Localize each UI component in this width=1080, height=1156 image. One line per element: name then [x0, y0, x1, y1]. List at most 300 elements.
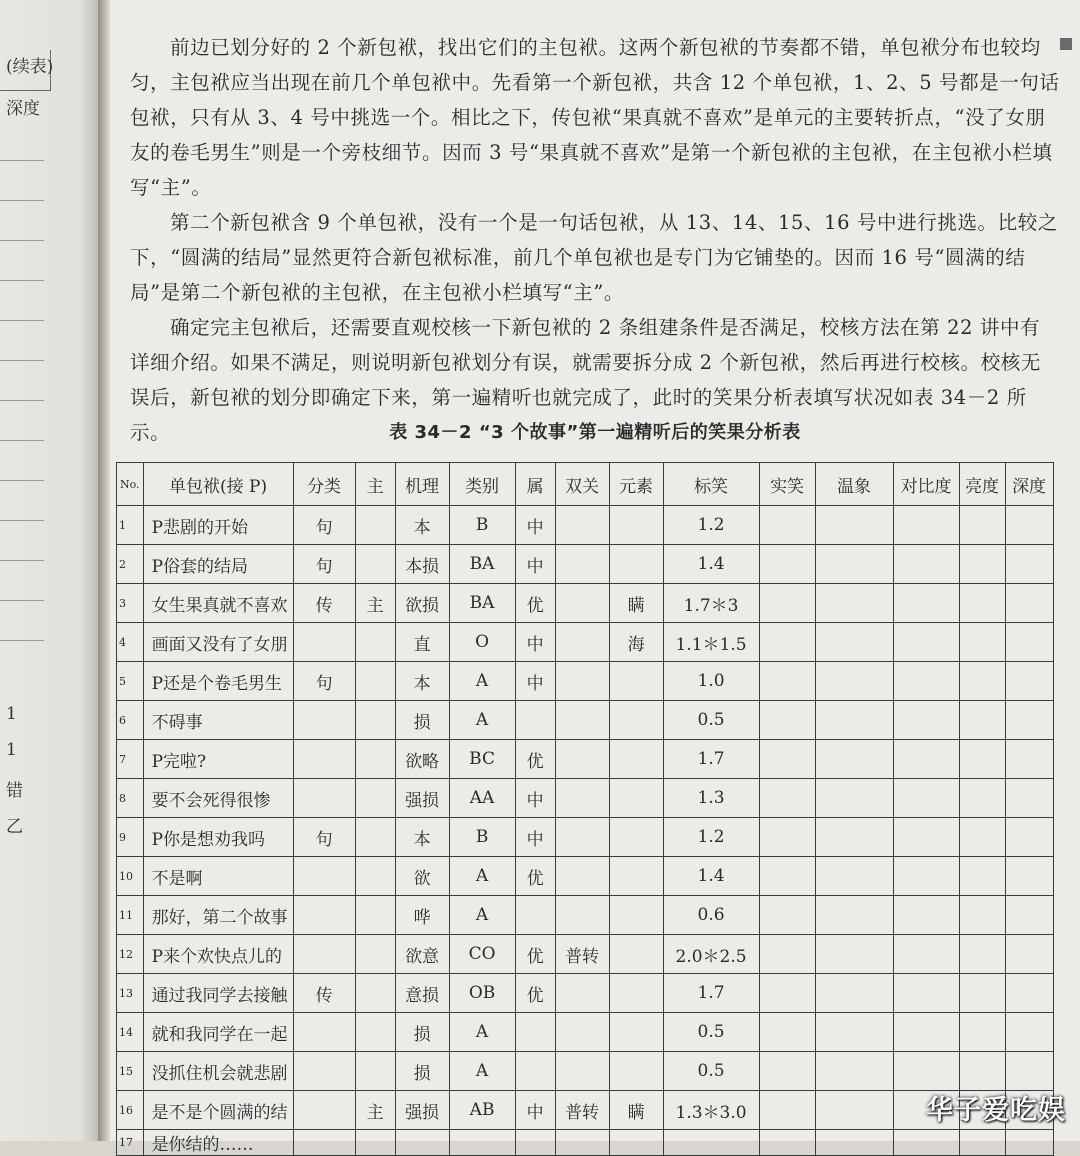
table-cell [893, 506, 959, 545]
table-cell: 是不是个圆满的结 [143, 1091, 293, 1130]
table-row [117, 545, 1054, 584]
table-cell [815, 818, 893, 857]
table-cell: 2.0＊2.5 [663, 935, 759, 974]
table-cell [609, 1013, 663, 1052]
table-cell [355, 1052, 395, 1091]
column-header: 双关 [555, 463, 609, 506]
table-cell: 是你结的…… [143, 1130, 293, 1156]
table-cell [959, 623, 1005, 662]
table-row [117, 1130, 1054, 1156]
table-cell [959, 857, 1005, 896]
table-cell [959, 896, 1005, 935]
table-cell [959, 584, 1005, 623]
column-header: 对比度 [893, 463, 959, 506]
table-cell [1005, 740, 1053, 779]
table-cell [893, 1130, 959, 1156]
table-cell [815, 506, 893, 545]
table-cell [959, 662, 1005, 701]
column-header: 亮度 [959, 463, 1005, 506]
column-header: 温象 [815, 463, 893, 506]
table-cell [893, 545, 959, 584]
left-page-rule [0, 640, 44, 641]
table-cell [355, 896, 395, 935]
table-row [117, 701, 1054, 740]
table-cell: 本 [395, 662, 449, 701]
column-header: No. [117, 463, 144, 506]
table-cell [759, 857, 815, 896]
table-cell [759, 545, 815, 584]
table-cell [515, 1130, 555, 1156]
table-cell: 欲意 [395, 935, 449, 974]
table-cell [515, 1013, 555, 1052]
table-cell [555, 974, 609, 1013]
table-cell [355, 857, 395, 896]
column-header: 属 [515, 463, 555, 506]
watermark: 华子爱吃娱 [926, 1095, 1066, 1126]
table-cell [293, 623, 355, 662]
table-cell [759, 1130, 815, 1156]
table-cell [1005, 1052, 1053, 1091]
table-cell [759, 662, 815, 701]
table-cell: 就和我同学在一起 [143, 1013, 293, 1052]
table-row [117, 623, 1054, 662]
left-page-fragment: 错 [6, 781, 23, 801]
table-cell [555, 740, 609, 779]
table-cell: 16 [117, 1091, 144, 1130]
table-cell: B [449, 506, 515, 545]
table-cell: 1.7＊3 [663, 584, 759, 623]
table-cell [893, 818, 959, 857]
left-page-rule [0, 440, 44, 441]
main-page [110, 0, 1080, 1155]
table-row [117, 935, 1054, 974]
table-cell [759, 740, 815, 779]
table-cell: B [449, 818, 515, 857]
left-page-rule [0, 360, 44, 361]
table-cell [609, 974, 663, 1013]
table-cell: A [449, 701, 515, 740]
table-cell: 意损 [395, 974, 449, 1013]
table-cell [893, 584, 959, 623]
table-cell [959, 740, 1005, 779]
table-cell [1005, 584, 1053, 623]
table-cell: 3 [117, 584, 144, 623]
table-row [117, 896, 1054, 935]
table-cell: 欲损 [395, 584, 449, 623]
table-cell [815, 662, 893, 701]
table-cell [355, 1130, 395, 1156]
table-cell: 1.3 [663, 779, 759, 818]
table-cell: 0.6 [663, 896, 759, 935]
table-cell: AB [449, 1091, 515, 1130]
table-cell: 女生果真就不喜欢 [143, 584, 293, 623]
table-cell: 1.4 [663, 545, 759, 584]
left-page-edge [0, 0, 100, 1141]
column-header: 标笑 [663, 463, 759, 506]
table-cell [815, 1130, 893, 1156]
table-cell: 2 [117, 545, 144, 584]
table-cell [609, 896, 663, 935]
table-cell [555, 506, 609, 545]
table-cell [609, 779, 663, 818]
table-cell [759, 896, 815, 935]
table-cell [293, 1013, 355, 1052]
table-cell: BC [449, 740, 515, 779]
table-cell: P完啦? [143, 740, 293, 779]
table-cell [355, 545, 395, 584]
table-cell [893, 857, 959, 896]
table-cell [759, 1091, 815, 1130]
table-cell [555, 1130, 609, 1156]
table-cell [609, 545, 663, 584]
table-cell [959, 545, 1005, 584]
table-cell: 10 [117, 857, 144, 896]
table-cell [609, 506, 663, 545]
table-cell: 优 [515, 857, 555, 896]
table-cell [355, 935, 395, 974]
table-cell [959, 974, 1005, 1013]
table-cell: 中 [515, 818, 555, 857]
table-cell [1005, 662, 1053, 701]
table-cell: 中 [515, 1091, 555, 1130]
table-cell [959, 779, 1005, 818]
table-cell [609, 1052, 663, 1091]
table-cell: 1.1＊1.5 [663, 623, 759, 662]
table-cell [1005, 974, 1053, 1013]
column-header: 单包袱(接 P) [143, 463, 293, 506]
table-cell: 12 [117, 935, 144, 974]
table-row [117, 818, 1054, 857]
table-cell [609, 935, 663, 974]
left-page-fragment: 乙 [6, 817, 23, 837]
table-cell [1005, 935, 1053, 974]
table-cell: CO [449, 935, 515, 974]
column-header: 分类 [293, 463, 355, 506]
table-cell: P俗套的结局 [143, 545, 293, 584]
table-cell: 1.7 [663, 974, 759, 1013]
table-cell: 画面又没有了女朋 [143, 623, 293, 662]
left-page-rule [0, 560, 44, 561]
table-cell [959, 1013, 1005, 1052]
table-cell [609, 818, 663, 857]
table-cell [815, 740, 893, 779]
table-cell: 强损 [395, 1091, 449, 1130]
table-header-row [117, 463, 1054, 506]
table-cell [759, 1013, 815, 1052]
table-cell: 传 [293, 584, 355, 623]
table-cell: 不碍事 [143, 701, 293, 740]
table-cell: 欲 [395, 857, 449, 896]
column-header: 机理 [395, 463, 449, 506]
table-cell [355, 974, 395, 1013]
table-cell [815, 974, 893, 1013]
table-cell: 句 [293, 818, 355, 857]
table-cell [355, 701, 395, 740]
table-row [117, 1052, 1054, 1091]
table-cell [515, 1052, 555, 1091]
table-cell: 1 [117, 506, 144, 545]
table-cell [293, 740, 355, 779]
table-cell [1005, 506, 1053, 545]
table-cell [959, 1052, 1005, 1091]
table-cell [815, 896, 893, 935]
table-cell [893, 662, 959, 701]
table-cell: 1.2 [663, 506, 759, 545]
table-cell: 损 [395, 1052, 449, 1091]
table-cell [1005, 545, 1053, 584]
table-cell: 9 [117, 818, 144, 857]
table-cell [815, 779, 893, 818]
table-cell [355, 506, 395, 545]
table-cell: 没抓住机会就悲剧 [143, 1052, 293, 1091]
table-cell [293, 779, 355, 818]
table-cell: 主 [355, 1091, 395, 1130]
table-cell [959, 818, 1005, 857]
table-cell: 15 [117, 1052, 144, 1091]
table-cell [355, 623, 395, 662]
table-cell [555, 818, 609, 857]
table-cell [395, 1130, 449, 1156]
table-cell [893, 740, 959, 779]
table-cell [355, 818, 395, 857]
table-cell [1005, 896, 1053, 935]
table-cell: 14 [117, 1013, 144, 1052]
table-cell: 损 [395, 1013, 449, 1052]
table-cell [815, 1013, 893, 1052]
table-body [117, 506, 1054, 1156]
table-cell [759, 701, 815, 740]
table-cell [815, 857, 893, 896]
table-cell: A [449, 662, 515, 701]
table-cell [1005, 701, 1053, 740]
table-cell: 直 [395, 623, 449, 662]
table-cell [555, 1013, 609, 1052]
table-cell [609, 701, 663, 740]
left-page-depth-label: 深度 [6, 99, 40, 119]
table-cell: 强损 [395, 779, 449, 818]
table-cell [759, 818, 815, 857]
left-page-rule [0, 480, 44, 481]
table-cell [355, 740, 395, 779]
table-cell [293, 1052, 355, 1091]
table-cell [893, 974, 959, 1013]
table-cell [515, 701, 555, 740]
table-row [117, 1091, 1054, 1130]
table-cell [815, 584, 893, 623]
table-cell [555, 779, 609, 818]
table-cell: 瞒 [609, 584, 663, 623]
table-row [117, 662, 1054, 701]
table-cell: BA [449, 584, 515, 623]
table-cell [759, 974, 815, 1013]
table-cell: 1.7 [663, 740, 759, 779]
table-cell [1005, 1130, 1053, 1156]
table-cell [293, 896, 355, 935]
table-cell: 句 [293, 545, 355, 584]
table-cell [1005, 818, 1053, 857]
table-cell [893, 623, 959, 662]
table-cell [893, 935, 959, 974]
left-page-rule [0, 400, 44, 401]
left-page-fragment: 1 [6, 740, 17, 760]
table-cell: 优 [515, 584, 555, 623]
table-cell [893, 1052, 959, 1091]
table-cell [449, 1130, 515, 1156]
table-cell: 优 [515, 935, 555, 974]
table-cell [555, 662, 609, 701]
table-cell [355, 779, 395, 818]
table-cell: 海 [609, 623, 663, 662]
table-cell: 本 [395, 818, 449, 857]
table-cell [759, 623, 815, 662]
left-page-fragment: 1 [6, 704, 17, 724]
left-page-rule [0, 160, 44, 161]
table-row [117, 974, 1054, 1013]
table-cell: A [449, 896, 515, 935]
left-page-rule [0, 600, 44, 601]
table-cell: 13 [117, 974, 144, 1013]
table-cell: 欲略 [395, 740, 449, 779]
left-page-continued-label: (续表) [6, 57, 54, 77]
table-cell: 瞒 [609, 1091, 663, 1130]
table-cell: 哗 [395, 896, 449, 935]
table-cell [293, 1130, 355, 1156]
table-cell [815, 623, 893, 662]
table-cell: O [449, 623, 515, 662]
table-row [117, 857, 1054, 896]
table-cell [815, 545, 893, 584]
table-cell [355, 662, 395, 701]
table-cell: 不是啊 [143, 857, 293, 896]
table-cell: OB [449, 974, 515, 1013]
table-cell [609, 740, 663, 779]
table-cell [1005, 779, 1053, 818]
table-cell: 1.3＊3.0 [663, 1091, 759, 1130]
table-cell [293, 935, 355, 974]
table-cell: 5 [117, 662, 144, 701]
table-cell [815, 1052, 893, 1091]
column-header: 类别 [449, 463, 515, 506]
table-cell [293, 701, 355, 740]
table-cell: 中 [515, 662, 555, 701]
table-row [117, 779, 1054, 818]
table-cell: 17 [117, 1130, 144, 1156]
table-cell [555, 896, 609, 935]
body-paragraph-3: 确定完主包袱后，还需要直观校核一下新包袱的 2 条组建条件是否满足，校核方法在第 22 讲中有详细介绍。如果不满足，则说明新包袱划分有误，就需要拆分成 2 个新包袱，然后再进行校核。校核无误后，新包袱的划分即确定下来，第一遍精听也就完成了，此时的笑果分析表填写状况如表 34－2 所示。 [130, 316, 1042, 444]
table-cell: P你是想劝我吗 [143, 818, 293, 857]
table-cell: 普转 [555, 935, 609, 974]
table-cell [293, 857, 355, 896]
table-cell [759, 1052, 815, 1091]
table-cell: 4 [117, 623, 144, 662]
table-row [117, 506, 1054, 545]
table-cell [959, 935, 1005, 974]
column-header: 主 [355, 463, 395, 506]
table-cell: 中 [515, 779, 555, 818]
table-cell: BA [449, 545, 515, 584]
table-cell: 主 [355, 584, 395, 623]
left-page-rule [0, 200, 44, 201]
table-cell: 0.5 [663, 1052, 759, 1091]
table-cell [759, 935, 815, 974]
table-cell [1005, 857, 1053, 896]
table-cell [815, 1091, 893, 1130]
table-cell [959, 701, 1005, 740]
table-cell: 1.0 [663, 662, 759, 701]
table-cell: 那好，第二个故事 [143, 896, 293, 935]
body-paragraph-2: 第二个新包袱含 9 个单包袱，没有一个是一句话包袱，从 13、14、15、16 号中进行挑选。比较之下，“圆满的结局”显然更符合新包袱标准，前几个单包袱也是专门为它铺垫的。因而 16 号“圆满的结局”是第二个新包袱的主包袱，在主包袱小栏填写“主”。 [130, 211, 1058, 304]
table-cell: 句 [293, 662, 355, 701]
table-cell [959, 506, 1005, 545]
table-cell [893, 701, 959, 740]
table-cell: 11 [117, 896, 144, 935]
column-header: 元素 [609, 463, 663, 506]
table-cell: 7 [117, 740, 144, 779]
table-cell: A [449, 1052, 515, 1091]
table-cell: A [449, 857, 515, 896]
table-cell [893, 896, 959, 935]
table-cell: 优 [515, 740, 555, 779]
table-cell [555, 623, 609, 662]
table-cell: 本 [395, 506, 449, 545]
table-cell: 8 [117, 779, 144, 818]
table-cell [893, 779, 959, 818]
table-cell [893, 1013, 959, 1052]
column-header: 深度 [1005, 463, 1053, 506]
table-cell [355, 1013, 395, 1052]
table-cell [555, 1052, 609, 1091]
table-cell: 普转 [555, 1091, 609, 1130]
page-corner-mark [1060, 38, 1072, 50]
table-cell [555, 584, 609, 623]
table-cell: 中 [515, 623, 555, 662]
table-cell [759, 779, 815, 818]
table-caption: 表 34－2 “3 个故事”第一遍精听后的笑果分析表 [389, 422, 801, 443]
table-cell [759, 506, 815, 545]
table-cell: 传 [293, 974, 355, 1013]
table-cell [759, 584, 815, 623]
table-cell: A [449, 1013, 515, 1052]
column-header: 实笑 [759, 463, 815, 506]
table-cell: 句 [293, 506, 355, 545]
table-cell: 1.2 [663, 818, 759, 857]
table-cell [609, 1130, 663, 1156]
table-cell [293, 1091, 355, 1130]
table-cell: 0.5 [663, 1013, 759, 1052]
table-cell: 优 [515, 974, 555, 1013]
table-cell: 6 [117, 701, 144, 740]
table-cell [1005, 623, 1053, 662]
table-cell: 0.5 [663, 701, 759, 740]
table-cell [555, 701, 609, 740]
table-row [117, 1013, 1054, 1052]
left-page-rule [0, 520, 44, 521]
laugh-analysis-table [116, 462, 1054, 1156]
table-cell [555, 545, 609, 584]
left-page-rule [0, 280, 44, 281]
table-cell [609, 662, 663, 701]
table-cell: AA [449, 779, 515, 818]
table-cell: P还是个卷毛男生 [143, 662, 293, 701]
table-cell: 本损 [395, 545, 449, 584]
table-cell: 中 [515, 545, 555, 584]
table-row [117, 584, 1054, 623]
table-cell: 损 [395, 701, 449, 740]
table-cell: 要不会死得很惨 [143, 779, 293, 818]
table-cell [663, 1130, 759, 1156]
left-page-rule [0, 240, 44, 241]
table-cell [555, 857, 609, 896]
